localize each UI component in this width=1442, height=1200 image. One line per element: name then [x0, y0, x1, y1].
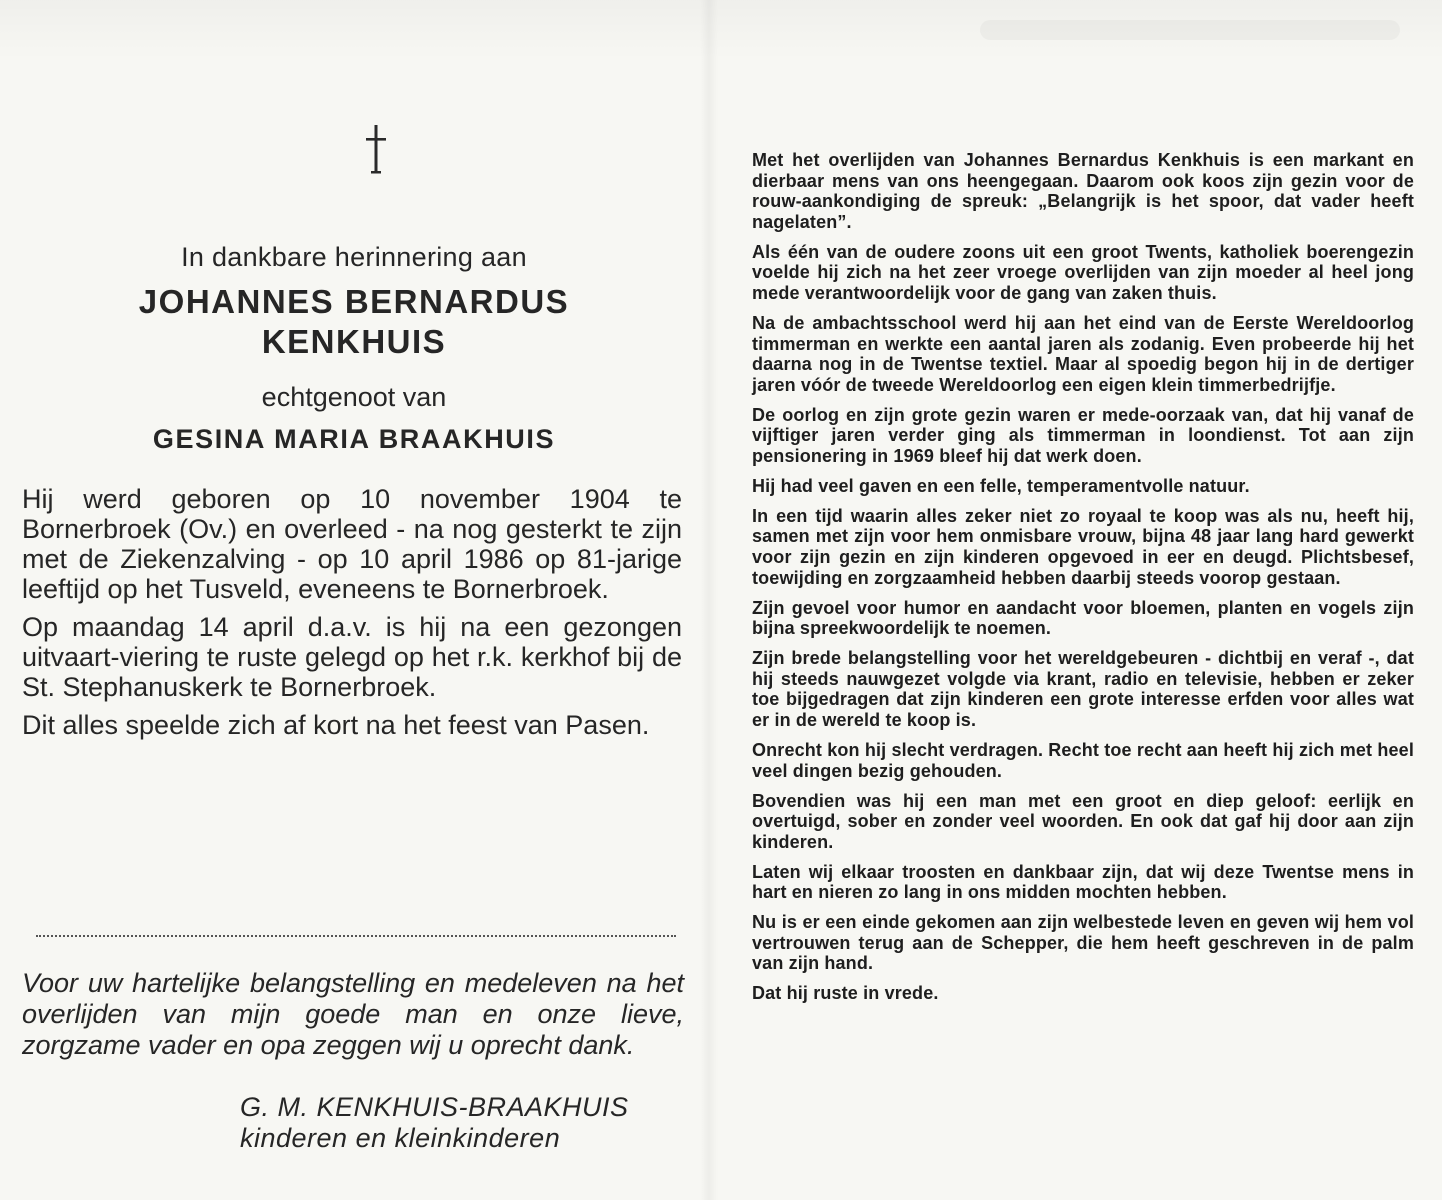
memorial-intro: In dankbare herinnering aan — [181, 242, 527, 272]
tribute-paragraph: Na de ambachtsschool werd hij aan het eind van de Eerste Wereldoorlog timmerman en werkte een aantal jaren als zodanig. Even probeerde hij het daarna nog in de Twentse textiel. Maar al spoedig begon hij in de dertiger jaren vóór de tweede Wereldoorlog een eigen klein timmerbedrijfje. — [752, 312, 1414, 395]
thanks-note: Voor uw hartelijke belangstelling en medeleven na het overlijden van mijn goede man en onze lieve, zorgzame vader en opa zeggen wij u oprecht dank. — [22, 968, 684, 1060]
bio-paragraph: Op maandag 14 april d.a.v. is hij na een gezongen uitvaart-viering te ruste gelegd op het r.k. kerkhof bij de St. Stephanuskerk te Bornerbroek. — [22, 612, 682, 702]
tribute-paragraph: De oorlog en zijn grote gezin waren er mede-oorzaak van, dat hij vanaf de vijftiger jaren verder ging als timmerman in loondienst. Tot aan zijn pensionering in 1969 bleef hij dat werk doen. — [752, 404, 1414, 466]
right-panel — [752, 150, 1414, 1013]
deceased-name-line-1: JOHANNES BERNARDUS — [138, 283, 570, 320]
tribute-paragraph: Met het overlijden van Johannes Bernardus Kenkhuis is een markant en dierbaar mens van ons heengegaan. Daarom ook koos zijn gezin voor de rouw-aankondiging de spreuk: „Belangrijk is het spoor, dat vader heeft nagelaten”. — [752, 150, 1414, 232]
spouse-name: GESINA MARIA BRAAKHUIS — [152, 424, 556, 454]
spouse-intro: echtgenoot van — [261, 382, 447, 412]
signature-family: kinderen en kleinkinderen — [240, 1123, 561, 1153]
tribute-paragraph: Laten wij elkaar troosten en dankbaar zijn, dat wij deze Twentse mens in hart en nieren zo lang in ons midden mochten hebben. — [752, 861, 1414, 903]
scan-smudge — [980, 20, 1400, 40]
tribute-paragraph: Als één van de oudere zoons uit een groot Twents, katholiek boerengezin voelde hij zich na het zeer vroege overlijden van zijn moeder al heel jong mede verantwoordelijk voor de gang van zaken thuis. — [752, 241, 1414, 303]
signature — [240, 1092, 629, 1154]
dotted-divider — [36, 935, 676, 937]
card-fold — [700, 0, 718, 1200]
tribute-paragraph: Nu is er een einde gekomen aan zijn welbestede leven en geven wij hem vol vertrouwen terug aan de Schepper, die hem heeft geschreven in de palm van zijn hand. — [752, 912, 1414, 974]
cross-icon — [364, 124, 388, 174]
tribute-paragraph: Bovendien was hij een man met een groot en diep geloof: eerlijk en overtuigd, sober en zonder veel woorden. En ook dat gaf hij door aan zijn kinderen. — [752, 790, 1414, 852]
tribute-paragraph: In een tijd waarin alles zeker niet zo royaal te koop was als nu, heeft hij, samen met zijn voor hem onmisbare vrouw, bijna 48 jaar lang hard gewerkt voor zijn gezin en zijn kinderen opgevoed in eer en deugd. Plichtsbesef, toewijding en zorgzaamheid hebben daarbij steeds voorop gestaan. — [752, 505, 1414, 588]
tribute-paragraph: Hij had veel gaven en een felle, temperamentvolle natuur. — [752, 475, 1250, 496]
tribute-paragraph: Zijn brede belangstelling voor het wereldgebeuren - dichtbij en veraf -, dat hij steeds nauwgezet volgde via krant, radio en televisie, hebben er zeker toe bijgedragen dat zijn kinderen een grote interesse erfden voor alles wat er in de wereld te koop is. — [752, 648, 1414, 730]
signature-name: G. M. KENKHUIS-BRAAKHUIS — [240, 1092, 629, 1122]
deceased-name — [22, 282, 686, 362]
biography — [22, 484, 682, 748]
tribute-closing: Dat hij ruste in vrede. — [752, 983, 939, 1004]
bio-paragraph: Hij werd geboren op 10 november 1904 te Bornerbroek (Ov.) en overleed - na nog gesterkt te zijn met de Ziekenzalving - op 10 april 1986 op 81-jarige leeftijd op het Tusveld, eveneens te Bornerbroek. — [22, 484, 682, 604]
deceased-name-line-2: KENKHUIS — [261, 323, 447, 360]
tribute-paragraph: Onrecht kon hij slecht verdragen. Recht toe recht aan heeft hij zich met heel veel dingen bezig gehouden. — [752, 739, 1414, 781]
bio-paragraph: Dit alles speelde zich af kort na het feest van Pasen. — [22, 710, 650, 740]
tribute-paragraph: Zijn gevoel voor humor en aandacht voor bloemen, planten en vogels zijn bijna spreekwoordelijk te noemen. — [752, 597, 1414, 639]
